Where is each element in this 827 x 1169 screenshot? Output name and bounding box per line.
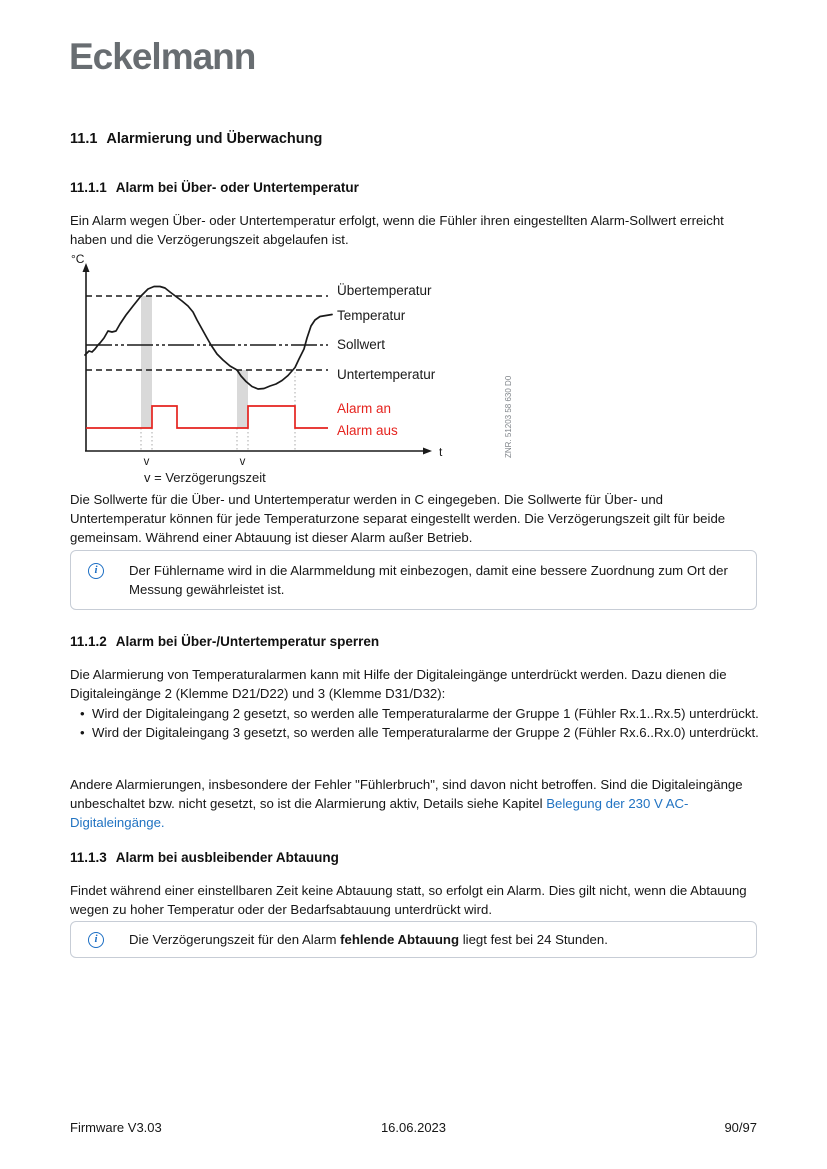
paragraph-sub1-body: Die Sollwerte für die Über- und Untertemperatur werden in C eingegeben. Die Sollwerte für Über- und Untertemperatur können für jede Temperaturzone separat eingestellt werden. Die Verzögerungszeit gilt für beide gemeinsam. Während einer Abtauung ist dieser Alarm außer Betrieb.: [70, 492, 726, 545]
heading-11-1-2: [70, 634, 760, 649]
diagram-svg: [70, 250, 540, 490]
info-box-1: [70, 550, 757, 610]
footer-page-number: 90/97: [724, 1120, 757, 1135]
list-item-text: Wird der Digitaleingang 3 gesetzt, so werden alle Temperaturalarme der Gruppe 2 (Fühler Rx.6..Rx.0) unterdrückt.: [92, 725, 759, 740]
heading-title: Alarm bei Über- oder Untertemperatur: [115, 180, 359, 195]
info-box-2: [70, 921, 757, 958]
heading-11-1-3: [70, 850, 760, 865]
alarm-signal: [86, 406, 328, 428]
bullet-list: [70, 704, 760, 742]
info-box-text: [129, 930, 608, 949]
alarm-off-label: Alarm aus: [337, 423, 398, 438]
info-icon: i: [88, 932, 104, 948]
info-icon: i: [88, 563, 104, 579]
heading-title: Alarm bei Über-/Untertemperatur sperren: [115, 634, 380, 649]
chapter-link[interactable]: Belegung der 230 V AC-Digitaleingänge.: [70, 796, 689, 830]
heading-number: 11.1.3: [70, 850, 107, 865]
info-box-text: Der Fühlername wird in die Alarmmeldung mit einbezogen, damit eine bessere Zuordnung zum Ort der Messung gewährleistet ist.: [129, 563, 728, 597]
v-marker-1: v: [143, 456, 150, 468]
v-marker-2: v: [239, 456, 246, 468]
x-axis-arrow: [423, 448, 432, 455]
note-post: liegt fest bei 24 Stunden.: [459, 932, 608, 947]
y-axis-label: °C: [71, 252, 85, 266]
list-item: [70, 704, 760, 723]
overtemp-label: Übertemperatur: [337, 283, 432, 298]
list-item-text: Wird der Digitaleingang 2 gesetzt, so werden alle Temperaturalarme der Gruppe 1 (Fühler Rx.1..Rx.5) unterdrückt.: [92, 706, 759, 721]
footer-firmware-version: Firmware V3.03: [70, 1120, 162, 1135]
heading-title: Alarmierung und Überwachung: [106, 131, 323, 147]
x-axis-label: t: [439, 445, 443, 459]
list-item: [70, 723, 760, 742]
footer-date: 16.06.2023: [380, 1120, 447, 1135]
note-pre: Die Verzögerungszeit für den Alarm: [129, 932, 341, 947]
bullet-glyph: •: [80, 706, 85, 721]
paragraph-sub3-intro: Findet während einer einstellbaren Zeit keine Abtauung statt, so erfolgt ein Alarm. Dies gilt nicht, wenn die Abtauung wegen zu hoher Temperatur oder der Bedarfsabtauung unterdrückt wird.: [70, 883, 747, 917]
setpoint-label: Sollwert: [337, 337, 386, 352]
temperature-alarm-diagram: [70, 250, 540, 490]
temperature-label: Temperatur: [337, 308, 406, 323]
temperature-curve: [85, 287, 332, 390]
bullet-glyph: •: [80, 725, 85, 740]
note-bold: fehlende Abtauung: [340, 932, 460, 947]
paragraph-sub2-intro: Die Alarmierung von Temperaturalarmen kann mit Hilfe der Digitaleingänge unterdrückt werden. Dazu dienen die Digitaleingänge 2 (Klemme D21/D22) und 3 (Klemme D31/D32):: [70, 667, 727, 701]
outro-text: Andere Alarmierungen, insbesondere der Fehler "Fühlerbruch", sind davon nicht betroffen. Sind die Digitaleingänge unbeschaltet bzw. nicht gesetzt, so ist die Alarmierung aktiv, Details siehe Kapitel: [70, 777, 743, 811]
eckelmann-logo: Eckelmann: [69, 36, 256, 77]
heading-title: Alarm bei ausbleibender Abtauung: [115, 850, 339, 865]
heading-11-1-1: [70, 180, 760, 195]
heading-number: 11.1: [70, 131, 98, 147]
dotted-guides: [141, 372, 295, 451]
undertemp-label: Untertemperatur: [337, 367, 436, 382]
heading-11-1: [70, 131, 760, 147]
alarm-on-label: Alarm an: [337, 401, 392, 416]
figure-caption: v = Verzögerungszeit: [144, 470, 266, 485]
heading-number: 11.1.2: [70, 634, 107, 649]
heading-number: 11.1.1: [70, 180, 107, 195]
znr-id-text: ZNR. 51203 58 630 D0: [504, 375, 513, 458]
paragraph-sub2-outro: [70, 775, 760, 832]
delay-band-1: [141, 296, 152, 428]
page-footer: [70, 1120, 757, 1135]
paragraph-sub1-intro: Ein Alarm wegen Über- oder Untertemperatur erfolgt, wenn die Fühler ihren eingestellten Alarm-Sollwert erreicht haben und die Verzögerungszeit abgelaufen ist.: [70, 213, 724, 247]
